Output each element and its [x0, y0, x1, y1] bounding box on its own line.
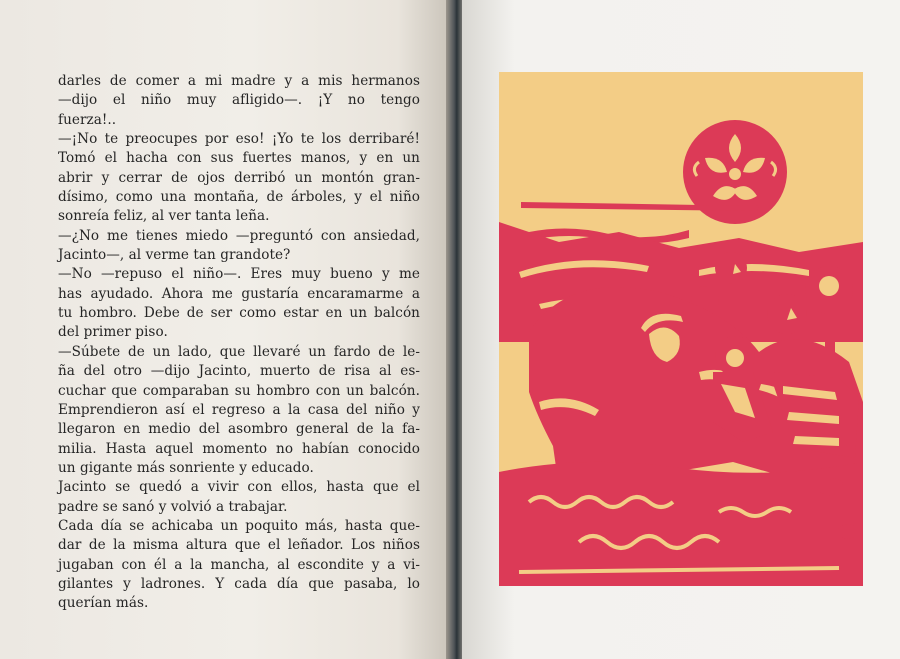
text-line: abrir y cerrar de ojos derribó un montón gran- — [58, 169, 420, 186]
story-text — [58, 72, 420, 614]
text-line: jugaban con él a la mancha, al escondite y a vi- — [58, 556, 420, 573]
text-line: Emprendieron así el regreso a la casa del niño y — [58, 401, 420, 418]
text-line: querían más. — [58, 595, 149, 612]
text-line: llegaron en medio del asombro general de la fa- — [58, 421, 420, 438]
text-line: ña del otro —dijo Jacinto, muerto de risa al es- — [58, 363, 420, 380]
text-line: Jacinto—, al verme tan grandote? — [58, 247, 291, 264]
text-line: —No —repuso el niño—. Eres muy bueno y me — [58, 266, 420, 283]
woodcut-illustration — [499, 72, 863, 586]
text-line: sonreía feliz, al ver tanta leña. — [58, 208, 270, 225]
text-line: del primer piso. — [58, 324, 168, 341]
text-line: Cada día se achicaba un poquito más, hasta que- — [58, 517, 420, 534]
text-line: milia. Hasta aquel momento no habían conocido — [58, 440, 420, 457]
text-line: —Súbete de un lado, que llevaré un fardo de le- — [58, 343, 420, 360]
text-line: darles de comer a mi madre y a mis hermanos — [58, 73, 420, 89]
text-line: —¿No me tienes miedo —preguntó con ansiedad, — [58, 227, 420, 244]
text-line: cuchar que comparaban su hombro con un balcón. — [58, 382, 420, 399]
text-line: un gigante más sonriente y educado. — [58, 459, 314, 476]
text-line: has ayudado. Ahora me gustaría encaramarme a — [58, 285, 420, 302]
text-line: Jacinto se quedó a vivir con ellos, hasta que el — [58, 479, 420, 496]
text-line: Tomó el hacha con sus fuertes manos, y en un — [58, 150, 420, 167]
text-line: —dijo el niño muy afligido—. ¡Y no tengo — [58, 92, 420, 109]
text-line: dísimo, como una montaña, de árboles, y el niño — [58, 189, 420, 206]
text-line: gilantes y ladrones. Y cada día que pasaba, lo — [58, 575, 420, 592]
text-line: dar de la misma altura que el leñador. Los niños — [58, 537, 420, 554]
text-line: tu hombro. Debe de ser como estar en un balcón — [58, 305, 420, 322]
woodcut-svg — [499, 72, 863, 586]
text-line: fuerza!.. — [58, 111, 117, 128]
text-line: padre se sanó y volvió a trabajar. — [58, 498, 288, 515]
text-line: —¡No te preocupes por eso! ¡Yo te los derribaré! — [58, 131, 420, 148]
